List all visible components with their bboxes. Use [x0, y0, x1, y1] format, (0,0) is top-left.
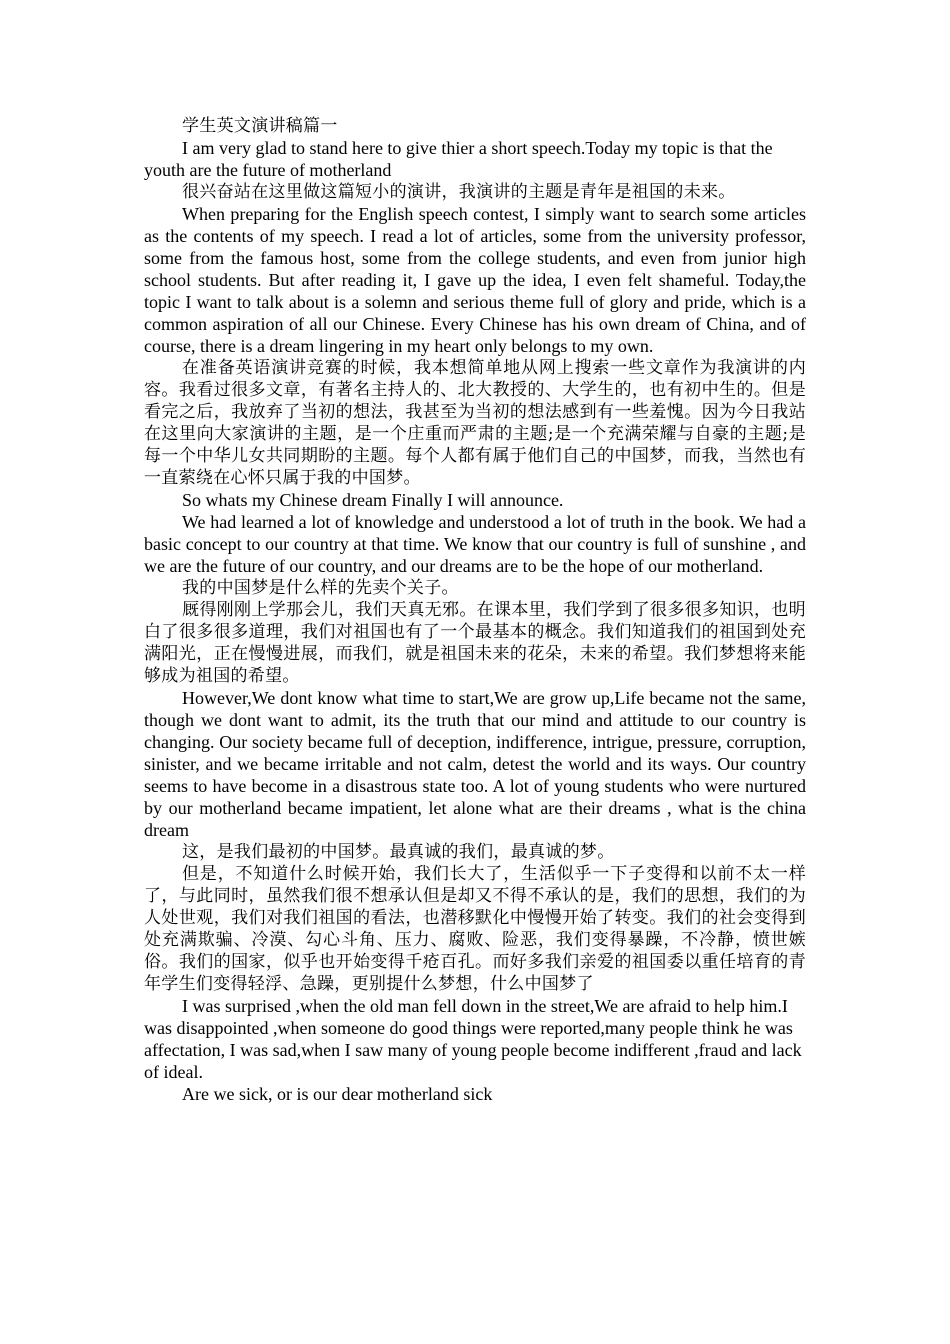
paragraph-cn-question: 我的中国梦是什么样的先卖个关子。: [182, 578, 459, 598]
paragraph-cn-preparing: 在准备英语演讲竞赛的时候，我本想简单地从网上搜索一些文章作为我演讲的内容。我看过很多文章，有著名主持人的、北大教授的、大学生的，也有初中生的。但是看完之后，我放弃了当初的想法，我甚至为当初的想法感到有一些羞愧。因为今日我站在这里向大家演讲的主题，是一个庄重而严肃的主题;是一个充满荣耀与自豪的主题;是每一个中华儿女共同期盼的主题。每个人都有属于他们自己的中国梦，而我，当然也有一直萦绕在心怀只属于我的中国梦。: [144, 358, 806, 488]
paragraph-en-learned: We had learned a lot of knowledge and understood a lot of truth in the book. We had a basic concept to our country at that time. We know that our country is full of sunshine , and we are the future of our country, and our dreams are to be the hope of our motherland.: [144, 512, 806, 576]
paragraph-en-preparing: When preparing for the English speech contest, I simply want to search some articles as the contents of my speech. I read a lot of articles, some from the university professor, some from the famous host, some from the college students, and even from junior high school students. But after reading it, I gave up the idea, I even felt shameful. Today,the topic I want to talk about is a solemn and serious theme full of glory and pride, which is a common aspiration of all our Chinese. Every Chinese has his own dream of China, and of course, there is a dream lingering in my heart only belongs to my own.: [144, 204, 806, 356]
paragraph-en-intro: I am very glad to stand here to give thier a short speech.Today my topic is that the youth are the future of motherland: [144, 138, 773, 180]
paragraph-en-question: So whats my Chinese dream Finally I will announce.: [182, 490, 564, 510]
paragraph-en-surprised: I was surprised ,when the old man fell down in the street,We are afraid to help him.I was disappointed ,when someone do good things were reported,many people think he was affectation, I was sad,when I saw many of young people become indifferent ,fraud and lack of ideal.: [144, 996, 802, 1082]
paragraph-en-sick: Are we sick, or is our dear motherland sick: [182, 1084, 493, 1104]
document-page: [144, 115, 806, 1105]
paragraph-cn-intro: 很兴奋站在这里做这篇短小的演讲，我演讲的主题是青年是祖国的未来。: [182, 182, 736, 202]
paragraph-cn-however: 但是，不知道什么时候开始，我们长大了，生活似乎一下子变得和以前不太一样了，与此同时，虽然我们很不想承认但是却又不得不承认的是，我们的思想，我们的为人处世观，我们对我们祖国的看法，也潜移默化中慢慢开始了转变。我们的社会变得到处充满欺骗、冷漠、勾心斗角、压力、腐败、险恶，我们变得暴躁，不冷静，愤世嫉俗。我们的国家，似乎也开始变得千疮百孔。而好多我们亲爱的祖国委以重任培育的青年学生们变得轻浮、急躁，更别提什么梦想，什么中国梦了: [144, 864, 806, 994]
paragraph-cn-first-dream: 这，是我们最初的中国梦。最真诚的我们，最真诚的梦。: [182, 842, 615, 862]
document-title: 学生英文演讲稿篇一: [182, 116, 338, 136]
paragraph-en-however: However,We dont know what time to start,We are grow up,Life became not the same, though we dont want to admit, its the truth that our mind and attitude to our country is changing. Our society became full of deception, indifference, intrigue, pressure, corruption, sinister, and we became irritable and not calm, detest the world and its ways. Our country seems to have become in a disastrous state too. A lot of young students who were nurtured by our motherland became impatient, let alone what are their dreams , what is the china dream: [144, 688, 806, 840]
paragraph-cn-learned: 厩得刚刚上学那会儿，我们天真无邪。在课本里，我们学到了很多很多知识，也明白了很多很多道理，我们对祖国也有了一个最基本的概念。我们知道我们的祖国到处充满阳光，正在慢慢进展，而我们，就是祖国未来的花朵，未来的希望。我们梦想将来能够成为祖国的希望。: [144, 600, 806, 686]
